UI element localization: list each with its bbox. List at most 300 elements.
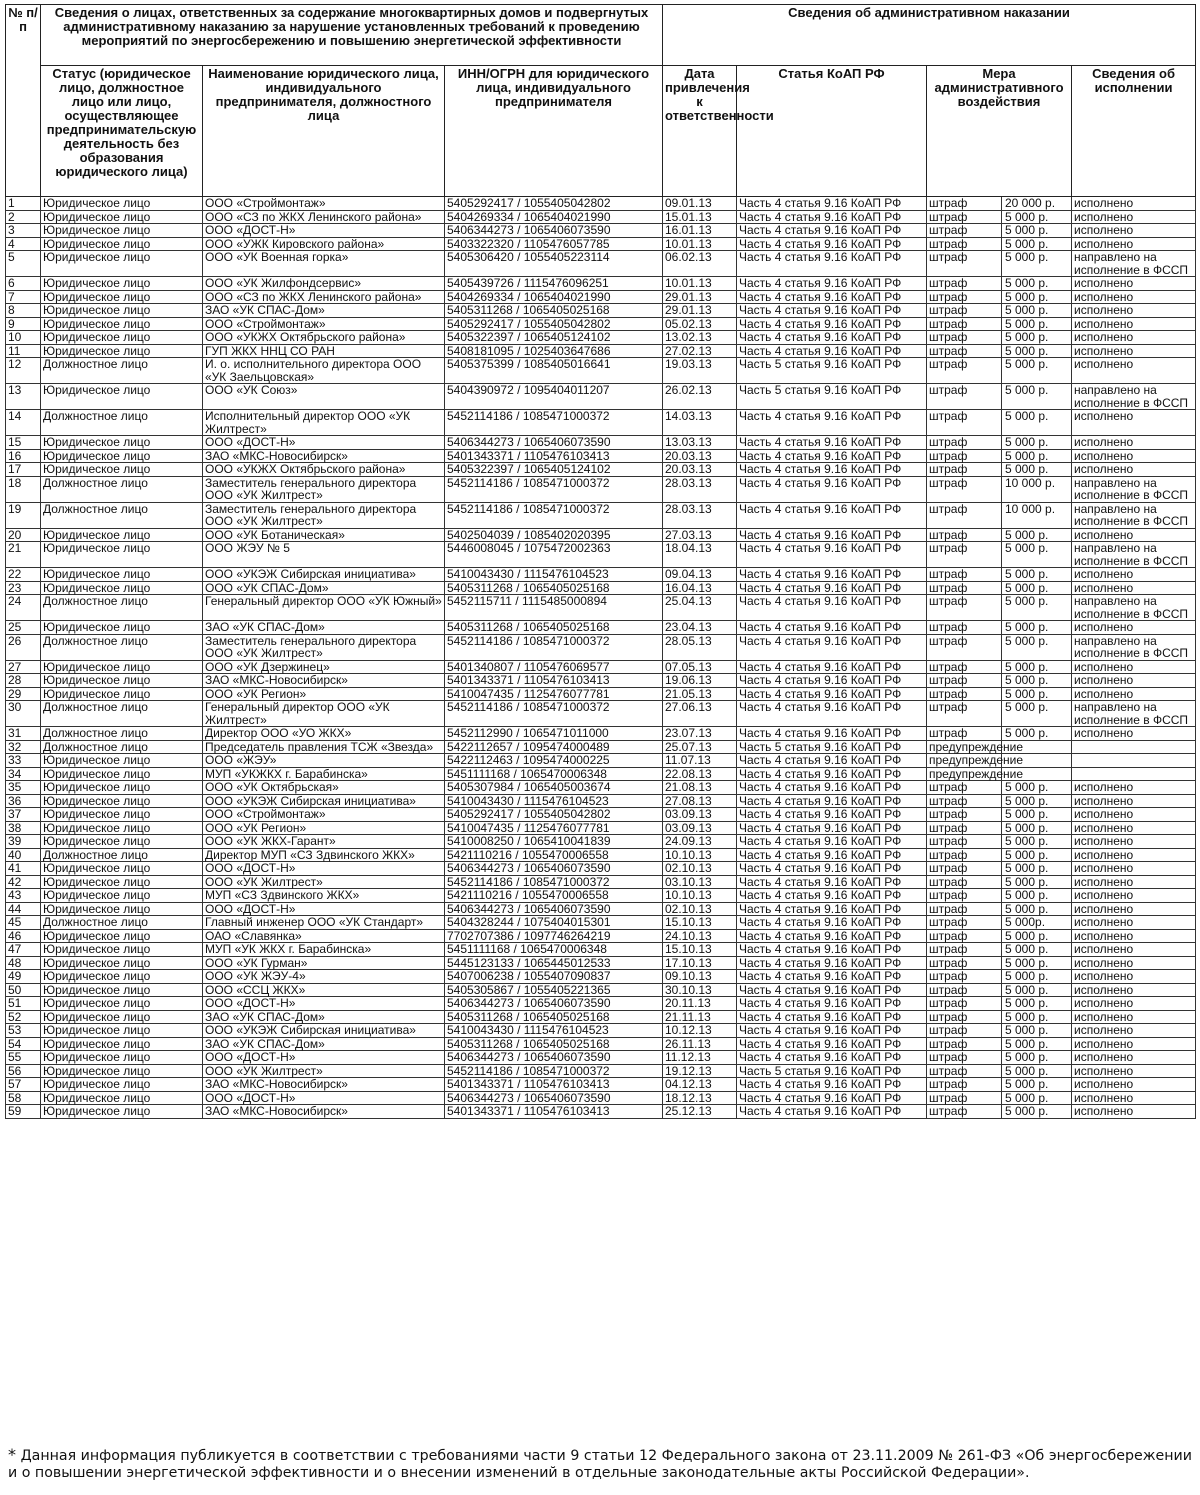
date-cell: 10.10.13 bbox=[663, 889, 737, 903]
date-cell: 09.04.13 bbox=[663, 568, 737, 582]
article-cell: Часть 4 статья 9.16 КоАП РФ bbox=[737, 1105, 927, 1119]
row-number: 4 bbox=[6, 237, 41, 251]
name-cell: Генеральный директор ООО «УК Жилтрест» bbox=[203, 701, 445, 727]
table-row bbox=[6, 344, 1196, 358]
amount-cell: 5 000 р. bbox=[1002, 436, 1072, 450]
measure-cell: штраф bbox=[927, 568, 1002, 582]
row-number: 29 bbox=[6, 687, 41, 701]
amount-cell: 5 000 р. bbox=[1002, 449, 1072, 463]
article-cell: Часть 4 статья 9.16 КоАП РФ bbox=[737, 251, 927, 277]
status-cell: Юридическое лицо bbox=[41, 1024, 203, 1038]
name-cell: ОАО «Славянка» bbox=[203, 929, 445, 943]
execution-cell: исполнено bbox=[1072, 956, 1196, 970]
measure-cell: штраф bbox=[927, 862, 1002, 876]
table-row bbox=[6, 808, 1196, 822]
article-cell: Часть 4 статья 9.16 КоАП РФ bbox=[737, 502, 927, 528]
article-cell: Часть 4 статья 9.16 КоАП РФ bbox=[737, 943, 927, 957]
table-row bbox=[6, 889, 1196, 903]
measure-cell: штраф bbox=[927, 1010, 1002, 1024]
inn-cell: 5446008045 / 1075472002363 bbox=[445, 542, 663, 568]
article-cell: Часть 4 статья 9.16 КоАП РФ bbox=[737, 568, 927, 582]
header-group-persons: Сведения о лицах, ответственных за содержание многоквартирных домов и подвергнутых административному наказанию за нарушение установленных требований к проведению мероприятий по энергосбережению и повышению энергетической эффективности bbox=[41, 5, 663, 66]
table-row bbox=[6, 997, 1196, 1011]
row-number: 2 bbox=[6, 210, 41, 224]
amount-cell: 20 000 р. bbox=[1002, 197, 1072, 211]
row-number: 44 bbox=[6, 902, 41, 916]
name-cell: ООО «ССЦ ЖКХ» bbox=[203, 983, 445, 997]
execution-cell: исполнено bbox=[1072, 997, 1196, 1011]
inn-cell: 5452114186 / 1085471000372 bbox=[445, 476, 663, 502]
name-cell: МУП «УК ЖКХ г. Барабинска» bbox=[203, 943, 445, 957]
inn-cell: 5452114186 / 1085471000372 bbox=[445, 875, 663, 889]
inn-cell: 5405292417 / 1055405042802 bbox=[445, 317, 663, 331]
row-number: 19 bbox=[6, 502, 41, 528]
name-cell: Заместитель генерального директора ООО «УК Жилтрест» bbox=[203, 502, 445, 528]
measure-cell: штраф bbox=[927, 902, 1002, 916]
status-cell: Юридическое лицо bbox=[41, 687, 203, 701]
measure-cell: штраф bbox=[927, 929, 1002, 943]
status-cell: Должностное лицо bbox=[41, 916, 203, 930]
status-cell: Юридическое лицо bbox=[41, 1105, 203, 1119]
row-number: 25 bbox=[6, 621, 41, 635]
execution-cell: исполнено bbox=[1072, 889, 1196, 903]
amount-cell: 5 000 р. bbox=[1002, 595, 1072, 621]
measure-cell: штраф bbox=[927, 808, 1002, 822]
inn-cell: 5406344273 / 1065406073590 bbox=[445, 902, 663, 916]
article-cell: Часть 4 статья 9.16 КоАП РФ bbox=[737, 344, 927, 358]
article-cell: Часть 4 статья 9.16 КоАП РФ bbox=[737, 224, 927, 238]
name-cell: ООО «ДОСТ-Н» bbox=[203, 997, 445, 1011]
row-number: 18 bbox=[6, 476, 41, 502]
status-cell: Должностное лицо bbox=[41, 740, 203, 754]
execution-cell: направлено на исполнение в ФССП bbox=[1072, 542, 1196, 568]
name-cell: ООО «УК СПАС-Дом» bbox=[203, 581, 445, 595]
table-row bbox=[6, 384, 1196, 410]
row-number: 49 bbox=[6, 970, 41, 984]
table-row bbox=[6, 740, 1196, 754]
article-cell: Часть 4 статья 9.16 КоАП РФ bbox=[737, 1010, 927, 1024]
status-cell: Юридическое лицо bbox=[41, 277, 203, 291]
row-number: 58 bbox=[6, 1091, 41, 1105]
date-cell: 03.09.13 bbox=[663, 808, 737, 822]
article-cell: Часть 4 статья 9.16 КоАП РФ bbox=[737, 687, 927, 701]
amount-cell: 5 000 р. bbox=[1002, 290, 1072, 304]
article-cell: Часть 4 статья 9.16 КоАП РФ bbox=[737, 410, 927, 436]
date-cell: 16.04.13 bbox=[663, 581, 737, 595]
header-name: Наименование юридического лица, индивидуального предпринимателя, должностного лица bbox=[203, 66, 445, 197]
execution-cell: исполнено bbox=[1072, 344, 1196, 358]
date-cell: 16.01.13 bbox=[663, 224, 737, 238]
measure-cell: штраф bbox=[927, 449, 1002, 463]
execution-cell: исполнено bbox=[1072, 943, 1196, 957]
inn-cell: 5405292417 / 1055405042802 bbox=[445, 197, 663, 211]
name-cell: ООО «СЗ по ЖКХ Ленинского района» bbox=[203, 290, 445, 304]
date-cell: 20.03.13 bbox=[663, 463, 737, 477]
row-number: 55 bbox=[6, 1051, 41, 1065]
table-row bbox=[6, 767, 1196, 781]
status-cell: Юридическое лицо bbox=[41, 384, 203, 410]
name-cell: ООО «УЖК Кировского района» bbox=[203, 237, 445, 251]
execution-cell: исполнено bbox=[1072, 568, 1196, 582]
article-cell: Часть 4 статья 9.16 КоАП РФ bbox=[737, 621, 927, 635]
inn-cell: 5452112990 / 1065471011000 bbox=[445, 727, 663, 741]
inn-cell: 5408181095 / 1025403647686 bbox=[445, 344, 663, 358]
table-row bbox=[6, 1105, 1196, 1119]
header-execution: Сведения об исполнении bbox=[1072, 66, 1196, 197]
measure-cell: штраф bbox=[927, 1078, 1002, 1092]
table-row bbox=[6, 794, 1196, 808]
table-row bbox=[6, 476, 1196, 502]
date-cell: 24.09.13 bbox=[663, 835, 737, 849]
inn-cell: 5406344273 / 1065406073590 bbox=[445, 862, 663, 876]
measure-cell: штраф bbox=[927, 384, 1002, 410]
table-row bbox=[6, 821, 1196, 835]
execution-cell: исполнено bbox=[1072, 821, 1196, 835]
measure-cell: предупреждение bbox=[927, 767, 1002, 781]
date-cell: 21.05.13 bbox=[663, 687, 737, 701]
amount-cell: 5 000 р. bbox=[1002, 1064, 1072, 1078]
execution-cell: исполнено bbox=[1072, 197, 1196, 211]
status-cell: Юридическое лицо bbox=[41, 237, 203, 251]
row-number: 21 bbox=[6, 542, 41, 568]
article-cell: Часть 4 статья 9.16 КоАП РФ bbox=[737, 634, 927, 660]
execution-cell: направлено на исполнение в ФССП bbox=[1072, 595, 1196, 621]
measure-cell: штраф bbox=[927, 983, 1002, 997]
date-cell: 19.03.13 bbox=[663, 358, 737, 384]
row-number: 16 bbox=[6, 449, 41, 463]
inn-cell: 5406344273 / 1065406073590 bbox=[445, 1051, 663, 1065]
article-cell: Часть 4 статья 9.16 КоАП РФ bbox=[737, 862, 927, 876]
inn-cell: 5451111168 / 1065470006348 bbox=[445, 767, 663, 781]
row-number: 37 bbox=[6, 808, 41, 822]
table-row bbox=[6, 502, 1196, 528]
status-cell: Юридическое лицо bbox=[41, 754, 203, 768]
execution-cell: исполнено bbox=[1072, 835, 1196, 849]
amount-cell: 5 000 р. bbox=[1002, 463, 1072, 477]
article-cell: Часть 4 статья 9.16 КоАП РФ bbox=[737, 916, 927, 930]
table-row bbox=[6, 835, 1196, 849]
row-number: 11 bbox=[6, 344, 41, 358]
row-number: 47 bbox=[6, 943, 41, 957]
date-cell: 27.06.13 bbox=[663, 701, 737, 727]
execution-cell: исполнено bbox=[1072, 528, 1196, 542]
status-cell: Юридическое лицо bbox=[41, 581, 203, 595]
article-cell: Часть 4 статья 9.16 КоАП РФ bbox=[737, 436, 927, 450]
date-cell: 09.10.13 bbox=[663, 970, 737, 984]
article-cell: Часть 4 статья 9.16 КоАП РФ bbox=[737, 701, 927, 727]
inn-cell: 5421110216 / 1055470006558 bbox=[445, 889, 663, 903]
status-cell: Юридическое лицо bbox=[41, 528, 203, 542]
table-row bbox=[6, 916, 1196, 930]
measure-cell: штраф bbox=[927, 1051, 1002, 1065]
article-cell: Часть 4 статья 9.16 КоАП РФ bbox=[737, 290, 927, 304]
date-cell: 11.12.13 bbox=[663, 1051, 737, 1065]
amount-cell: 5 000р. bbox=[1002, 916, 1072, 930]
name-cell: ЗАО «УК СПАС-Дом» bbox=[203, 1037, 445, 1051]
article-cell: Часть 4 статья 9.16 КоАП РФ bbox=[737, 1078, 927, 1092]
name-cell: ООО ЖЭУ № 5 bbox=[203, 542, 445, 568]
status-cell: Юридическое лицо bbox=[41, 449, 203, 463]
inn-cell: 5410047435 / 1125476077781 bbox=[445, 687, 663, 701]
measure-cell: штраф bbox=[927, 251, 1002, 277]
name-cell: ЗАО «МКС-Новосибирск» bbox=[203, 1078, 445, 1092]
execution-cell: исполнено bbox=[1072, 781, 1196, 795]
status-cell: Юридическое лицо bbox=[41, 929, 203, 943]
status-cell: Юридическое лицо bbox=[41, 943, 203, 957]
measure-cell: штраф bbox=[927, 358, 1002, 384]
execution-cell: исполнено bbox=[1072, 929, 1196, 943]
inn-cell: 5410043430 / 1115476104523 bbox=[445, 794, 663, 808]
row-number: 7 bbox=[6, 290, 41, 304]
amount-cell: 5 000 р. bbox=[1002, 808, 1072, 822]
amount-cell: 10 000 р. bbox=[1002, 476, 1072, 502]
date-cell: 24.10.13 bbox=[663, 929, 737, 943]
table-row bbox=[6, 862, 1196, 876]
row-number: 20 bbox=[6, 528, 41, 542]
table-row bbox=[6, 237, 1196, 251]
inn-cell: 5405375399 / 1085405016641 bbox=[445, 358, 663, 384]
measure-cell: штраф bbox=[927, 410, 1002, 436]
execution-cell bbox=[1072, 740, 1196, 754]
status-cell: Юридическое лицо bbox=[41, 808, 203, 822]
date-cell: 30.10.13 bbox=[663, 983, 737, 997]
execution-cell: исполнено bbox=[1072, 410, 1196, 436]
amount-cell: 5 000 р. bbox=[1002, 331, 1072, 345]
row-number: 22 bbox=[6, 568, 41, 582]
execution-cell: исполнено bbox=[1072, 1091, 1196, 1105]
article-cell: Часть 5 статья 9.16 КоАП РФ bbox=[737, 358, 927, 384]
measure-cell: штраф bbox=[927, 634, 1002, 660]
inn-cell: 5451111168 / 1065470006348 bbox=[445, 943, 663, 957]
execution-cell: исполнено bbox=[1072, 727, 1196, 741]
amount-cell: 5 000 р. bbox=[1002, 970, 1072, 984]
table-row bbox=[6, 983, 1196, 997]
name-cell: ООО «УК Союз» bbox=[203, 384, 445, 410]
status-cell: Юридическое лицо bbox=[41, 224, 203, 238]
table-row bbox=[6, 1051, 1196, 1065]
execution-cell: исполнено bbox=[1072, 970, 1196, 984]
name-cell: ООО «УК Регион» bbox=[203, 687, 445, 701]
article-cell: Часть 4 статья 9.16 КоАП РФ bbox=[737, 237, 927, 251]
article-cell: Часть 4 статья 9.16 КоАП РФ bbox=[737, 956, 927, 970]
article-cell: Часть 4 статья 9.16 КоАП РФ bbox=[737, 528, 927, 542]
status-cell: Юридическое лицо bbox=[41, 251, 203, 277]
inn-cell: 5401343371 / 1105476103413 bbox=[445, 1078, 663, 1092]
measure-cell: штраф bbox=[927, 528, 1002, 542]
row-number: 43 bbox=[6, 889, 41, 903]
amount-cell: 5 000 р. bbox=[1002, 687, 1072, 701]
date-cell: 15.10.13 bbox=[663, 943, 737, 957]
measure-cell: штраф bbox=[927, 781, 1002, 795]
inn-cell: 5405311268 / 1065405025168 bbox=[445, 304, 663, 318]
name-cell: ООО «ДОСТ-Н» bbox=[203, 902, 445, 916]
measure-cell: штраф bbox=[927, 210, 1002, 224]
status-cell: Должностное лицо bbox=[41, 410, 203, 436]
date-cell: 11.07.13 bbox=[663, 754, 737, 768]
name-cell: ООО «УК Октябрьская» bbox=[203, 781, 445, 795]
article-cell: Часть 4 статья 9.16 КоАП РФ bbox=[737, 835, 927, 849]
row-number: 59 bbox=[6, 1105, 41, 1119]
measure-cell: штраф bbox=[927, 997, 1002, 1011]
table-row bbox=[6, 660, 1196, 674]
status-cell: Должностное лицо bbox=[41, 595, 203, 621]
article-cell: Часть 4 статья 9.16 КоАП РФ bbox=[737, 727, 927, 741]
date-cell: 26.11.13 bbox=[663, 1037, 737, 1051]
inn-cell: 5410043430 / 1115476104523 bbox=[445, 1024, 663, 1038]
amount-cell: 5 000 р. bbox=[1002, 889, 1072, 903]
date-cell: 10.01.13 bbox=[663, 277, 737, 291]
header-status: Статус (юридическое лицо, должностное лицо или лицо, осуществляющее предпринимательскую деятельность без образования юридического лица) bbox=[41, 66, 203, 197]
measure-cell: штраф bbox=[927, 344, 1002, 358]
execution-cell: направлено на исполнение в ФССП bbox=[1072, 251, 1196, 277]
status-cell: Юридическое лицо bbox=[41, 344, 203, 358]
measure-cell: штраф bbox=[927, 916, 1002, 930]
amount-cell: 5 000 р. bbox=[1002, 210, 1072, 224]
date-cell: 25.07.13 bbox=[663, 740, 737, 754]
table-row bbox=[6, 317, 1196, 331]
status-cell: Юридическое лицо bbox=[41, 1051, 203, 1065]
inn-cell: 7702707386 / 1097746264219 bbox=[445, 929, 663, 943]
header-date: Дата привлечения к ответственности bbox=[663, 66, 737, 197]
date-cell: 17.10.13 bbox=[663, 956, 737, 970]
date-cell: 10.10.13 bbox=[663, 848, 737, 862]
row-number: 41 bbox=[6, 862, 41, 876]
name-cell: ЗАО «УК СПАС-Дом» bbox=[203, 621, 445, 635]
status-cell: Юридическое лицо bbox=[41, 902, 203, 916]
execution-cell: направлено на исполнение в ФССП bbox=[1072, 701, 1196, 727]
execution-cell: направлено на исполнение в ФССП bbox=[1072, 384, 1196, 410]
name-cell: ООО «УКЖХ Октябрьского района» bbox=[203, 331, 445, 345]
date-cell: 03.09.13 bbox=[663, 821, 737, 835]
status-cell: Юридическое лицо bbox=[41, 436, 203, 450]
inn-cell: 5406344273 / 1065406073590 bbox=[445, 224, 663, 238]
row-number: 40 bbox=[6, 848, 41, 862]
table-row bbox=[6, 210, 1196, 224]
date-cell: 29.01.13 bbox=[663, 290, 737, 304]
table-row bbox=[6, 1078, 1196, 1092]
measure-cell: штраф bbox=[927, 1064, 1002, 1078]
name-cell: ООО «ДОСТ-Н» bbox=[203, 436, 445, 450]
amount-cell: 5 000 р. bbox=[1002, 581, 1072, 595]
inn-cell: 5405322397 / 1065405124102 bbox=[445, 331, 663, 345]
table-row bbox=[6, 1064, 1196, 1078]
article-cell: Часть 4 статья 9.16 КоАП РФ bbox=[737, 463, 927, 477]
amount-cell: 5 000 р. bbox=[1002, 983, 1072, 997]
date-cell: 10.01.13 bbox=[663, 237, 737, 251]
article-cell: Часть 4 статья 9.16 КоАП РФ bbox=[737, 794, 927, 808]
execution-cell: исполнено bbox=[1072, 875, 1196, 889]
inn-cell: 5406344273 / 1065406073590 bbox=[445, 436, 663, 450]
date-cell: 18.12.13 bbox=[663, 1091, 737, 1105]
date-cell: 13.02.13 bbox=[663, 331, 737, 345]
inn-cell: 5406344273 / 1065406073590 bbox=[445, 1091, 663, 1105]
status-cell: Должностное лицо bbox=[41, 634, 203, 660]
measure-cell: штраф bbox=[927, 835, 1002, 849]
name-cell: ООО «УК Жилтрест» bbox=[203, 875, 445, 889]
measure-cell: штраф bbox=[927, 660, 1002, 674]
date-cell: 06.02.13 bbox=[663, 251, 737, 277]
row-number: 52 bbox=[6, 1010, 41, 1024]
execution-cell: исполнено bbox=[1072, 808, 1196, 822]
date-cell: 04.12.13 bbox=[663, 1078, 737, 1092]
execution-cell: исполнено bbox=[1072, 331, 1196, 345]
measure-cell: штраф bbox=[927, 436, 1002, 450]
article-cell: Часть 4 статья 9.16 КоАП РФ bbox=[737, 581, 927, 595]
date-cell: 25.04.13 bbox=[663, 595, 737, 621]
measure-cell: штраф bbox=[927, 1024, 1002, 1038]
article-cell: Часть 4 статья 9.16 КоАП РФ bbox=[737, 210, 927, 224]
status-cell: Юридическое лицо bbox=[41, 1091, 203, 1105]
date-cell: 23.04.13 bbox=[663, 621, 737, 635]
article-cell: Часть 4 статья 9.16 КоАП РФ bbox=[737, 304, 927, 318]
name-cell: ООО «Строймонтаж» bbox=[203, 197, 445, 211]
name-cell: ООО «УК Гурман» bbox=[203, 956, 445, 970]
measure-cell: штраф bbox=[927, 674, 1002, 688]
table-row bbox=[6, 687, 1196, 701]
execution-cell: исполнено bbox=[1072, 210, 1196, 224]
article-cell: Часть 4 статья 9.16 КоАП РФ bbox=[737, 902, 927, 916]
status-cell: Юридическое лицо bbox=[41, 875, 203, 889]
table-row bbox=[6, 197, 1196, 211]
date-cell: 07.05.13 bbox=[663, 660, 737, 674]
status-cell: Должностное лицо bbox=[41, 701, 203, 727]
status-cell: Должностное лицо bbox=[41, 476, 203, 502]
row-number: 35 bbox=[6, 781, 41, 795]
row-number: 8 bbox=[6, 304, 41, 318]
status-cell: Юридическое лицо bbox=[41, 674, 203, 688]
inn-cell: 5404328244 / 1075404015301 bbox=[445, 916, 663, 930]
table-row bbox=[6, 595, 1196, 621]
table-row bbox=[6, 956, 1196, 970]
table-row bbox=[6, 621, 1196, 635]
date-cell: 28.03.13 bbox=[663, 502, 737, 528]
row-number: 33 bbox=[6, 754, 41, 768]
date-cell: 27.02.13 bbox=[663, 344, 737, 358]
row-number: 46 bbox=[6, 929, 41, 943]
status-cell: Юридическое лицо bbox=[41, 290, 203, 304]
table-row bbox=[6, 568, 1196, 582]
header-group-penalty: Сведения об административном наказании bbox=[663, 5, 1196, 66]
inn-cell: 5401343371 / 1105476103413 bbox=[445, 1105, 663, 1119]
amount-cell: 5 000 р. bbox=[1002, 542, 1072, 568]
execution-cell: исполнено bbox=[1072, 1010, 1196, 1024]
amount-cell: 5 000 р. bbox=[1002, 277, 1072, 291]
table-row bbox=[6, 875, 1196, 889]
amount-cell: 5 000 р. bbox=[1002, 701, 1072, 727]
article-cell: Часть 4 статья 9.16 КоАП РФ bbox=[737, 197, 927, 211]
measure-cell: штраф bbox=[927, 621, 1002, 635]
measure-cell: штраф bbox=[927, 956, 1002, 970]
status-cell: Юридическое лицо bbox=[41, 304, 203, 318]
amount-cell: 5 000 р. bbox=[1002, 1105, 1072, 1119]
row-number: 57 bbox=[6, 1078, 41, 1092]
amount-cell: 5 000 р. bbox=[1002, 660, 1072, 674]
table-row bbox=[6, 634, 1196, 660]
table-row bbox=[6, 436, 1196, 450]
row-number: 56 bbox=[6, 1064, 41, 1078]
execution-cell: исполнено bbox=[1072, 317, 1196, 331]
name-cell: ЗАО «УК СПАС-Дом» bbox=[203, 304, 445, 318]
article-cell: Часть 4 статья 9.16 КоАП РФ bbox=[737, 848, 927, 862]
status-cell: Должностное лицо bbox=[41, 727, 203, 741]
amount-cell: 10 000 р. bbox=[1002, 502, 1072, 528]
inn-cell: 5406344273 / 1065406073590 bbox=[445, 997, 663, 1011]
table-row bbox=[6, 410, 1196, 436]
execution-cell: исполнено bbox=[1072, 436, 1196, 450]
article-cell: Часть 4 статья 9.16 КоАП РФ bbox=[737, 1091, 927, 1105]
execution-cell: исполнено bbox=[1072, 277, 1196, 291]
measure-cell: предупреждение bbox=[927, 740, 1002, 754]
